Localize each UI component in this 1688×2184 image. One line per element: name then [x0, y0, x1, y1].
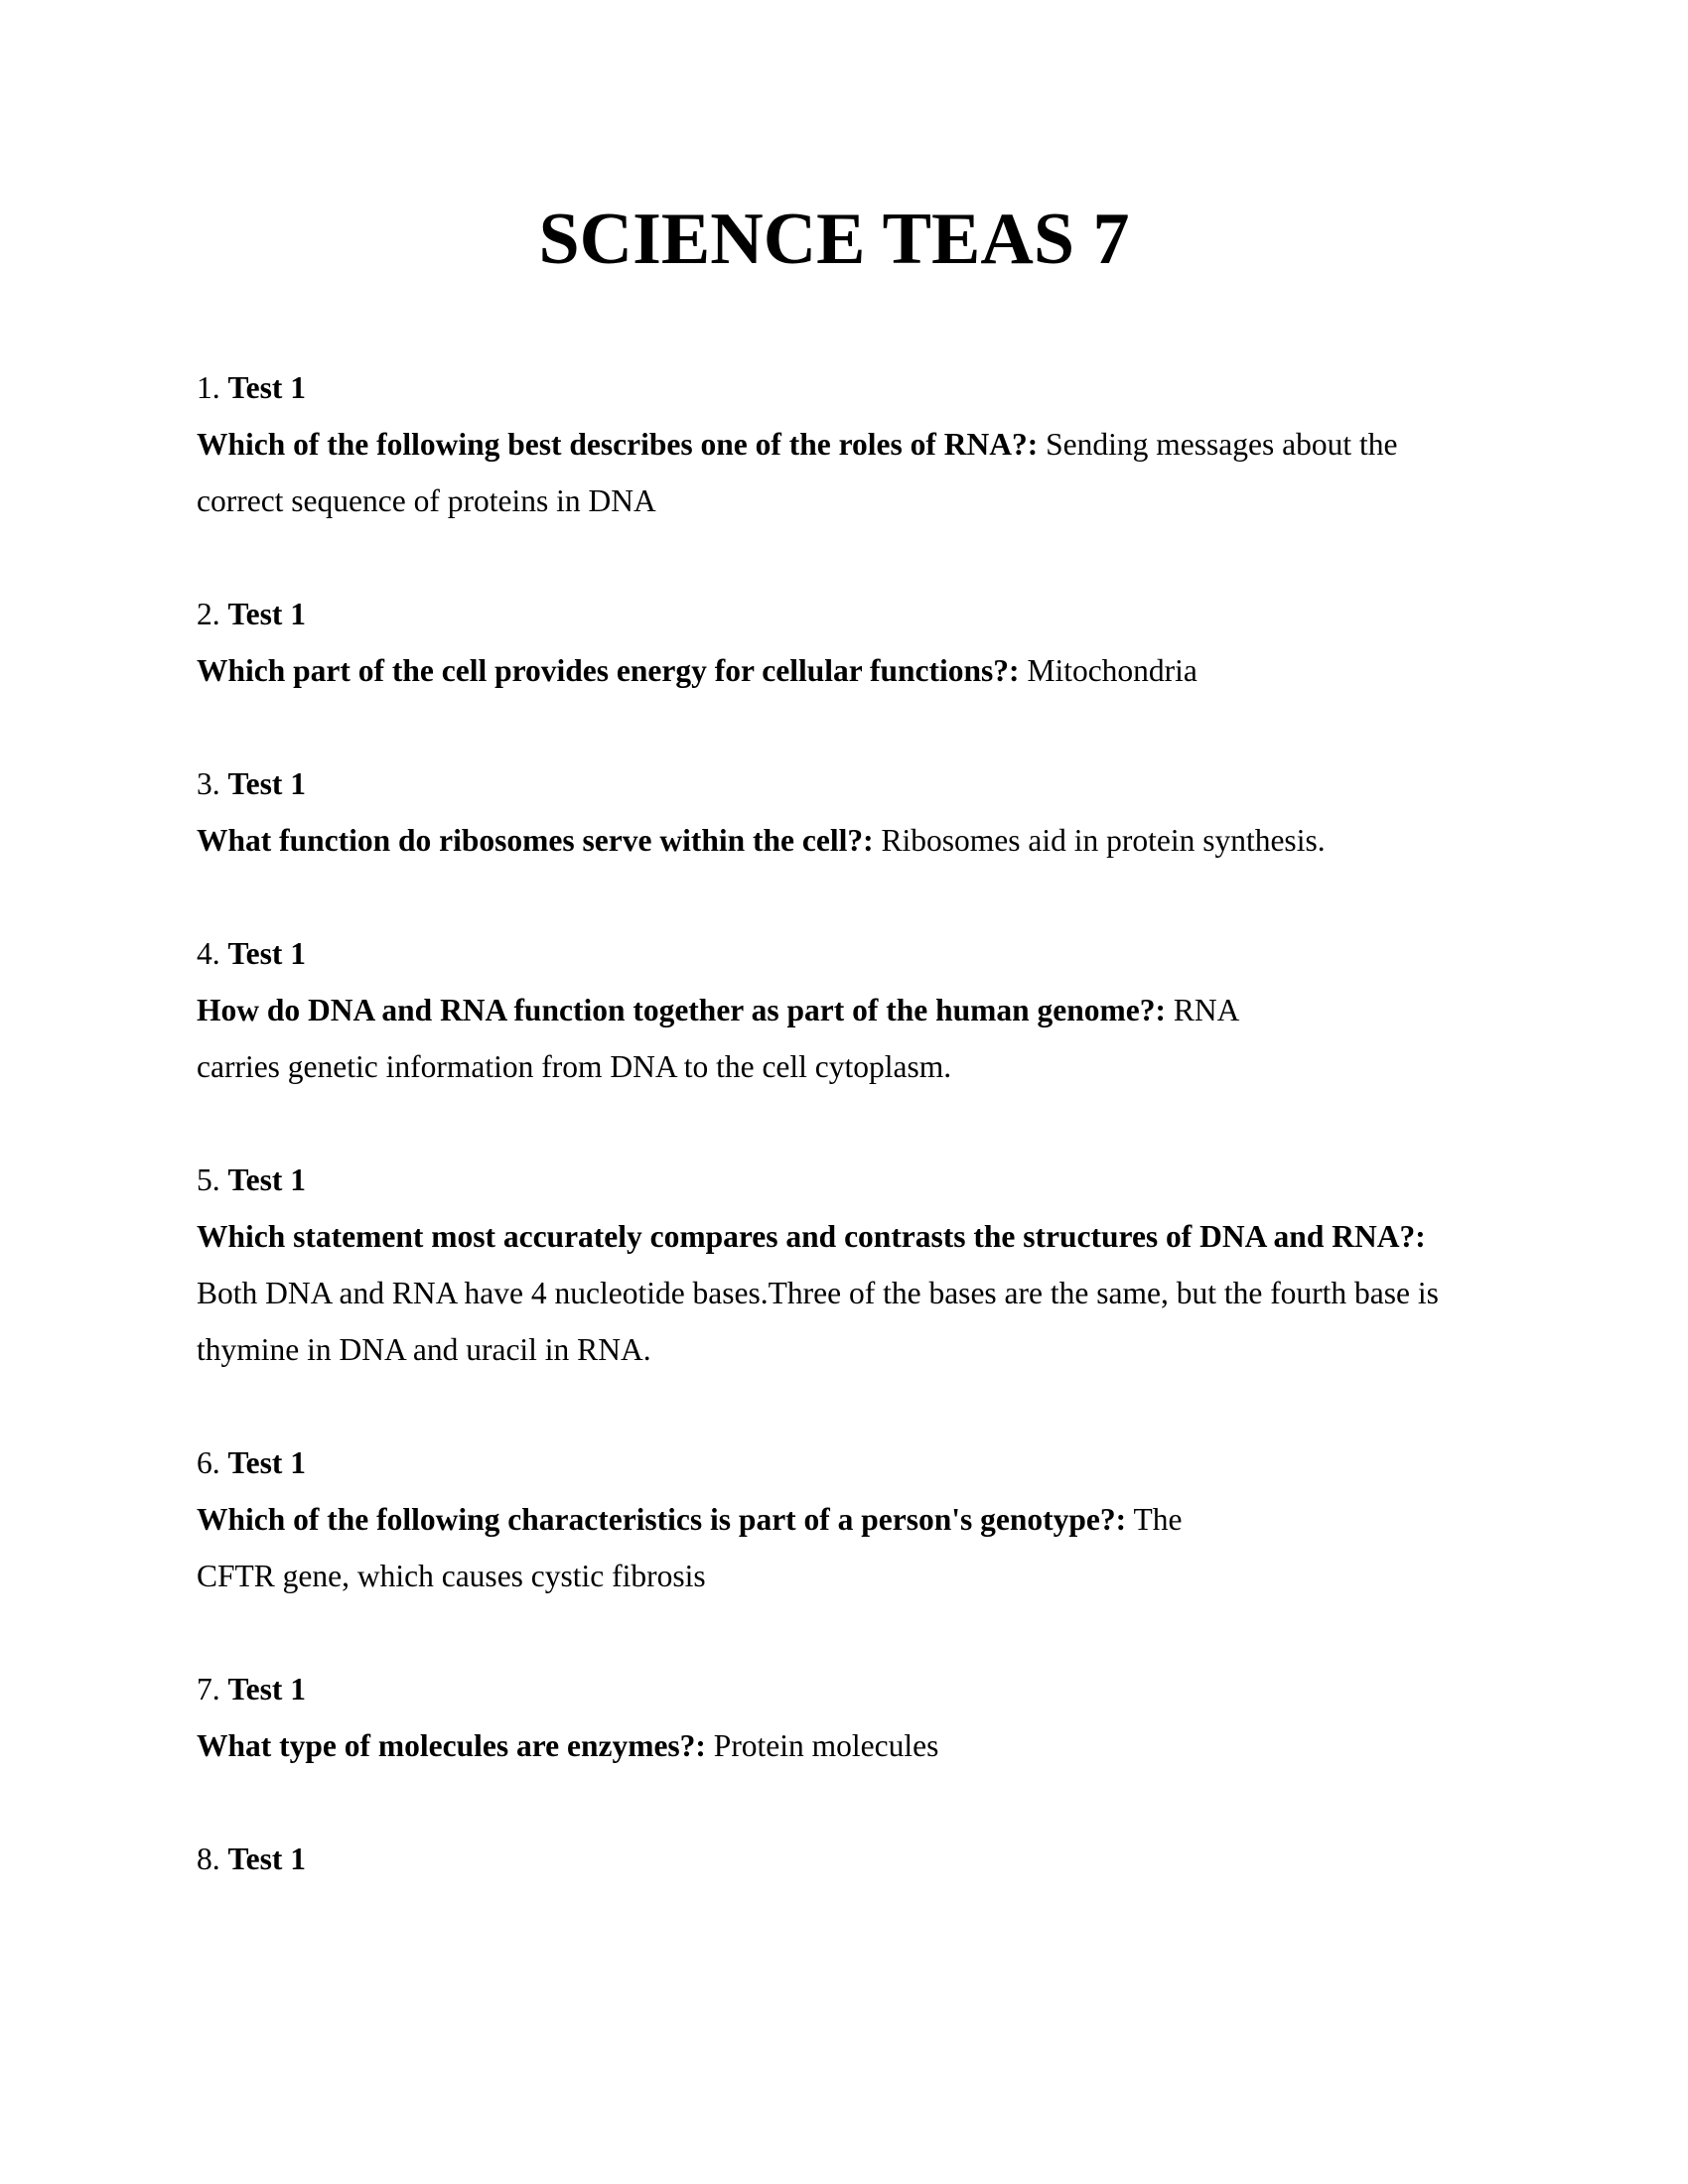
item-body [197, 642, 1487, 699]
page-title: SCIENCE TEAS 7 [538, 199, 1130, 280]
answer-text: Both DNA and RNA have 4 nucleotide bases.Three of the bases are the same, but the fourth base is thymine in DNA and uracil in RNA. [197, 1276, 1439, 1367]
item-label: Test 1 [227, 766, 306, 801]
answer-text: Protein molecules [713, 1728, 939, 1763]
item-label: Test 1 [227, 597, 306, 631]
item-header [197, 755, 1487, 812]
question-text: What type of molecules are enzymes?: [197, 1728, 706, 1763]
item-body [197, 1717, 1487, 1774]
list-item [197, 1831, 1487, 1887]
answer-text: Sending messages about the correct sequence of proteins in DNA [197, 427, 1398, 518]
list-item [197, 1661, 1487, 1774]
item-label: Test 1 [227, 1842, 306, 1876]
question-text: How do DNA and RNA function together as part of the human genome?: [197, 993, 1166, 1027]
item-number: 3. [197, 766, 220, 801]
question-text: Which of the following best describes one of the roles of RNA?: [197, 427, 1039, 462]
item-label: Test 1 [227, 370, 306, 405]
answer-text: Ribosomes aid in protein synthesis. [881, 823, 1326, 858]
item-number: 1. [197, 370, 220, 405]
answer-text: The [1133, 1502, 1183, 1537]
item-number: 7. [197, 1672, 220, 1706]
question-text: Which part of the cell provides energy for cellular functions?: [197, 653, 1020, 688]
item-body [197, 1491, 1487, 1548]
answer-text: RNA [1173, 993, 1240, 1027]
item-number: 2. [197, 597, 220, 631]
answer-continuation: CFTR gene, which causes cystic fibrosis [197, 1559, 706, 1593]
answer-text: Mitochondria [1027, 653, 1197, 688]
item-body [197, 416, 1487, 529]
question-text: Which of the following characteristics is part of a person's genotype?: [197, 1502, 1127, 1537]
item-label: Test 1 [227, 1162, 306, 1197]
list-item [197, 359, 1487, 529]
item-body [197, 982, 1487, 1038]
item-header [197, 1661, 1487, 1717]
item-header [197, 1434, 1487, 1491]
question-text: What function do ribosomes serve within the cell?: [197, 823, 874, 858]
list-item [197, 586, 1487, 699]
item-label: Test 1 [227, 1672, 306, 1706]
item-header [197, 1152, 1487, 1208]
item-header [197, 1831, 1487, 1887]
item-number: 6. [197, 1445, 220, 1480]
item-label: Test 1 [227, 1445, 306, 1480]
item-number: 5. [197, 1162, 220, 1197]
item-header [197, 359, 1487, 416]
question-text: Which statement most accurately compares and contrasts the structures of DNA and RNA?: [197, 1219, 1426, 1254]
item-label: Test 1 [227, 936, 306, 971]
item-number: 4. [197, 936, 220, 971]
answer-continuation: carries genetic information from DNA to the cell cytoplasm. [197, 1049, 952, 1084]
list-item [197, 1152, 1487, 1378]
list-item [197, 755, 1487, 869]
item-header [197, 586, 1487, 642]
item-number: 8. [197, 1842, 220, 1876]
item-body [197, 1208, 1487, 1378]
list-item [197, 1434, 1487, 1604]
item-header [197, 925, 1487, 982]
item-body [197, 812, 1487, 869]
list-item [197, 925, 1487, 1095]
question-list [197, 359, 1487, 1887]
